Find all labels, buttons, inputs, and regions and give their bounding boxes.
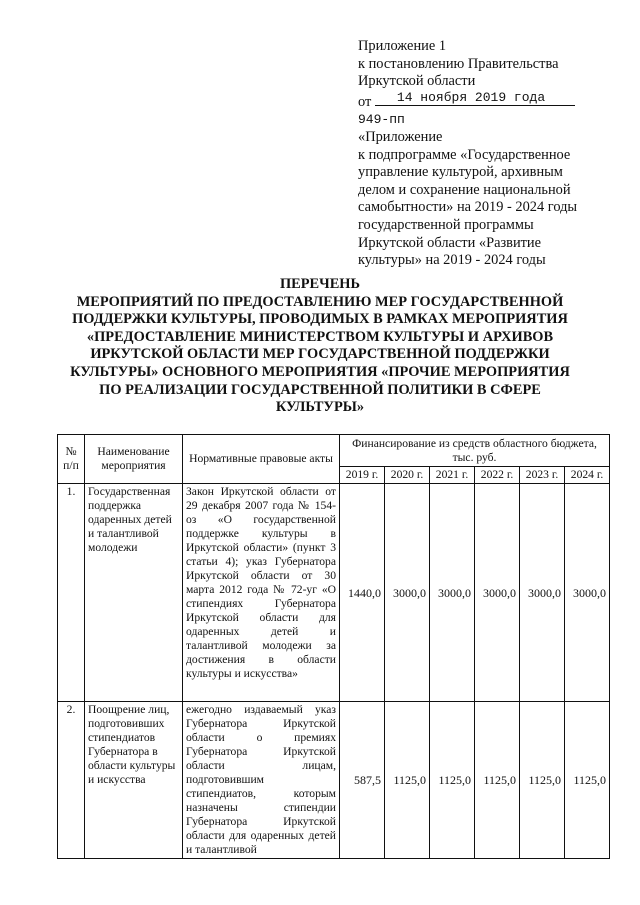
row-value: 3000,0 bbox=[385, 484, 430, 702]
row-name: Государственная поддержка одаренных детей и талантливой молодежи bbox=[85, 484, 183, 702]
header-year: 2020 г. bbox=[385, 467, 430, 484]
title-line: КУЛЬТУРЫ» bbox=[275, 399, 365, 416]
title-line: КУЛЬТУРЫ» ОСНОВНОГО МЕРОПРИЯТИЯ «ПРОЧИЕ МЕРОПРИЯТИЯ bbox=[70, 363, 570, 380]
appendix-line: делом и сохранение национальной bbox=[358, 181, 571, 198]
appendix-line: Иркутской области bbox=[358, 73, 476, 90]
row-value: 1125,0 bbox=[565, 702, 610, 859]
appendix-line: к постановлению Правительства bbox=[358, 55, 559, 72]
header-num: № п/п bbox=[58, 435, 85, 484]
row-value: 1440,0 bbox=[340, 484, 385, 702]
header-name: Наименование мероприятия bbox=[85, 435, 183, 484]
row-acts: ежегодно издаваемый указ Губернатора Иркутской области о премиях Губернатора Иркутской области лицам, подготовившим стипендиатов, которым назначены стипендии Губернатора Иркутской области для одаренных детей и талантливой bbox=[183, 702, 340, 859]
row-value: 1125,0 bbox=[475, 702, 520, 859]
document-title bbox=[40, 276, 600, 417]
header-year: 2023 г. bbox=[520, 467, 565, 484]
appendix-line: самобытности» на 2019 - 2024 годы bbox=[358, 199, 578, 216]
row-value: 3000,0 bbox=[430, 484, 475, 702]
title-line: ПО РЕАЛИЗАЦИИ ГОСУДАРСТВЕННОЙ ПОЛИТИКИ В СФЕРЕ bbox=[99, 381, 541, 398]
decree-date: 14 ноября 2019 года bbox=[396, 89, 546, 105]
title-line: «ПРЕДОСТАВЛЕНИЕ МИНИСТЕРСТВОМ КУЛЬТУРЫ И АРХИВОВ bbox=[86, 328, 554, 345]
row-value: 1125,0 bbox=[430, 702, 475, 859]
header-funding: Финансирование из средств областного бюджета, тыс. руб. bbox=[340, 435, 610, 467]
table-row bbox=[58, 484, 610, 702]
date-prefix: от bbox=[358, 93, 372, 110]
row-value: 1125,0 bbox=[385, 702, 430, 859]
appendix-line: «Приложение bbox=[358, 128, 443, 145]
row-num: 1. bbox=[58, 484, 85, 702]
title-line: ИРКУТСКОЙ ОБЛАСТИ МЕР ГОСУДАРСТВЕННОЙ ПОДДЕРЖКИ bbox=[90, 346, 550, 363]
appendix-line: к подпрограмме «Государственное bbox=[358, 146, 571, 163]
title-line: ПОДДЕРЖКИ КУЛЬТУРЫ, ПРОВОДИМЫХ В РАМКАХ МЕРОПРИЯТИЯ bbox=[72, 311, 568, 328]
header-year: 2019 г. bbox=[340, 467, 385, 484]
row-value: 1125,0 bbox=[520, 702, 565, 859]
appendix-line: Иркутской области «Развитие bbox=[358, 234, 542, 251]
table-row bbox=[58, 702, 610, 859]
title-line: МЕРОПРИЯТИЙ ПО ПРЕДОСТАВЛЕНИЮ МЕР ГОСУДАРСТВЕННОЙ bbox=[76, 293, 564, 310]
appendix-line: Приложение 1 bbox=[358, 38, 447, 54]
header-year: 2021 г. bbox=[430, 467, 475, 484]
row-name: Поощрение лиц, подготовивших стипендиатов Губернатора в области культуры и искусства bbox=[85, 702, 183, 859]
row-value: 3000,0 bbox=[475, 484, 520, 702]
decree-date-line bbox=[358, 91, 628, 112]
appendix-line: государственной программы bbox=[358, 216, 534, 233]
appendix-line: культуры» на 2019 - 2024 годы bbox=[358, 252, 546, 269]
header-acts: Нормативные правовые акты bbox=[183, 435, 340, 484]
header-year: 2022 г. bbox=[475, 467, 520, 484]
header-year: 2024 г. bbox=[565, 467, 610, 484]
title-line: ПЕРЕЧЕНЬ bbox=[279, 276, 361, 292]
row-value: 3000,0 bbox=[520, 484, 565, 702]
row-num: 2. bbox=[58, 702, 85, 859]
row-acts: Закон Иркутской области от 29 декабря 2007 года № 154-оз «О государственной поддержке культуры в Иркутской области» (пункт 3 статьи 4); указ Губернатора Иркутской области от 30 марта 2012 года № 72-уг «О стипендиях Губернатора Иркутской области для одаренных детей и талантливой молодежи за достижения в области культуры и искусства» bbox=[183, 484, 340, 702]
appendix-line: управление культурой, архивным bbox=[358, 164, 563, 181]
row-value: 3000,0 bbox=[565, 484, 610, 702]
appendix-block bbox=[358, 38, 628, 270]
row-value: 587,5 bbox=[340, 702, 385, 859]
decree-number: 949-пп bbox=[358, 112, 405, 128]
measures-table bbox=[57, 434, 610, 859]
